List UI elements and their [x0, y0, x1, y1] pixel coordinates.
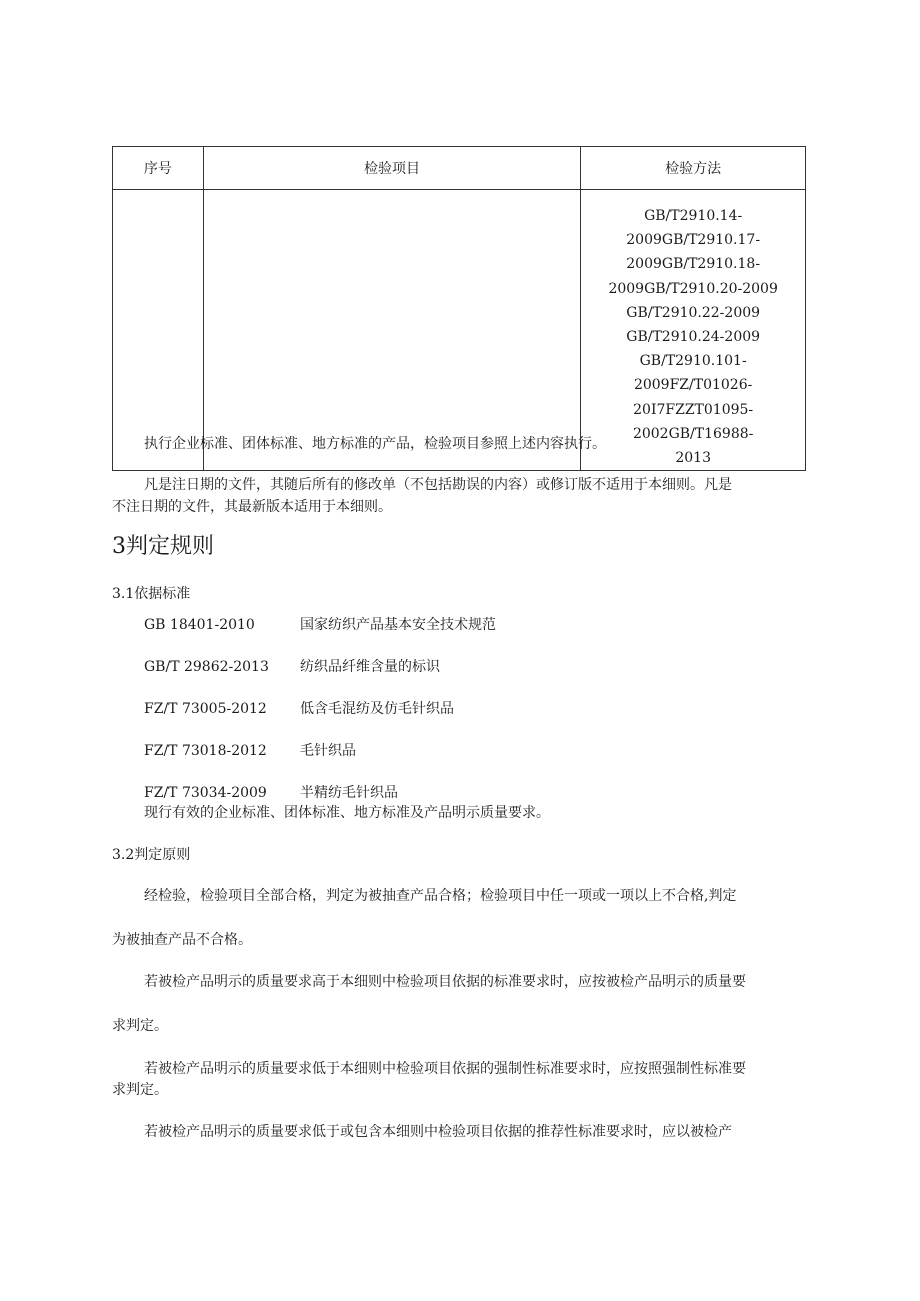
standard-name: 毛针织品 [300, 743, 356, 759]
standard-name: 低含毛混纺及仿毛针织品 [300, 701, 454, 717]
para-dated-docs-line1: 凡是注日期的文件，其随后所有的修改单（不包括勘误的内容）或修订版不适用于本细则。凡是 [144, 477, 732, 493]
rule1-line2: 为被抽查产品不合格。 [112, 932, 252, 948]
cell-method [581, 190, 806, 471]
rule4-line1: 若被检产品明示的质量要求低于或包含本细则中检验项目依据的推荐性标准要求时，应以被检产 [144, 1124, 732, 1140]
header-item: 检验项目 [203, 147, 581, 190]
standard-name: 国家纺织产品基本安全技术规范 [300, 617, 496, 633]
standard-item [144, 657, 440, 677]
rule3-line2: 求判定。 [112, 1082, 168, 1098]
method-line: GB/T2910.101-2009FZ/T01026- [633, 353, 753, 394]
header-method: 检验方法 [581, 147, 806, 190]
standard-item [144, 699, 454, 719]
method-line: 2013 [675, 450, 711, 467]
cell-item [203, 190, 581, 471]
method-line: 20I7FZZT01095-2002GB/T16988- [632, 401, 754, 442]
method-line: 2009GB/T2910.18- [626, 256, 761, 273]
para-dated-docs-line2: 不注日期的文件，其最新版本适用于本细则。 [112, 499, 392, 515]
para-standards-apply: 执行企业标准、团体标准、地方标准的产品，检验项目参照上述内容执行。 [144, 436, 606, 452]
standards-note: 现行有效的企业标准、团体标准、地方标准及产品明示质量要求。 [144, 805, 550, 821]
method-line: GB/T2910.24-2009 [626, 329, 761, 346]
method-line: 2009GB/T2910.20-2009 [608, 280, 778, 297]
method-line: GB/T2910.14- [644, 208, 743, 224]
cell-seq [113, 190, 204, 471]
standard-code: FZ/T 73034-2009 [144, 785, 267, 801]
standard-code: FZ/T 73005-2012 [144, 701, 267, 717]
subsection-3-1: 3.1依据标准 [112, 586, 191, 602]
rule3-line1: 若被检产品明示的质量要求低于本细则中检验项目依据的强制性标准要求时，应按照强制性标准要 [144, 1061, 746, 1077]
rule1-line1: 经检验，检验项目全部合格，判定为被抽查产品合格；检验项目中任一项或一项以上不合格,判定 [144, 888, 737, 904]
standard-code: GB/T 29862-2013 [144, 659, 269, 675]
standard-item [144, 741, 356, 761]
table-row [113, 190, 806, 471]
table-header-row [113, 147, 806, 190]
method-list [581, 190, 805, 470]
rule2-line2: 求判定。 [112, 1018, 168, 1034]
standard-item [144, 615, 496, 635]
subsection-3-2: 3.2判定原则 [112, 847, 191, 863]
method-line: 2009GB/T2910.17- [626, 232, 761, 249]
standard-code: FZ/T 73018-2012 [144, 743, 267, 759]
method-line: GB/T2910.22-2009 [626, 304, 761, 321]
standard-item [144, 783, 398, 803]
section-title: 3判定规则 [112, 534, 214, 559]
standard-name: 半精纺毛针织品 [300, 785, 398, 801]
rule2-line1: 若被检产品明示的质量要求高于本细则中检验项目依据的标准要求时，应按被检产品明示的质量要 [144, 974, 746, 990]
header-seq: 序号 [113, 147, 204, 190]
standard-name: 纺织品纤维含量的标识 [300, 659, 440, 675]
standard-code: GB 18401-2010 [144, 617, 255, 633]
inspection-table [112, 146, 806, 471]
